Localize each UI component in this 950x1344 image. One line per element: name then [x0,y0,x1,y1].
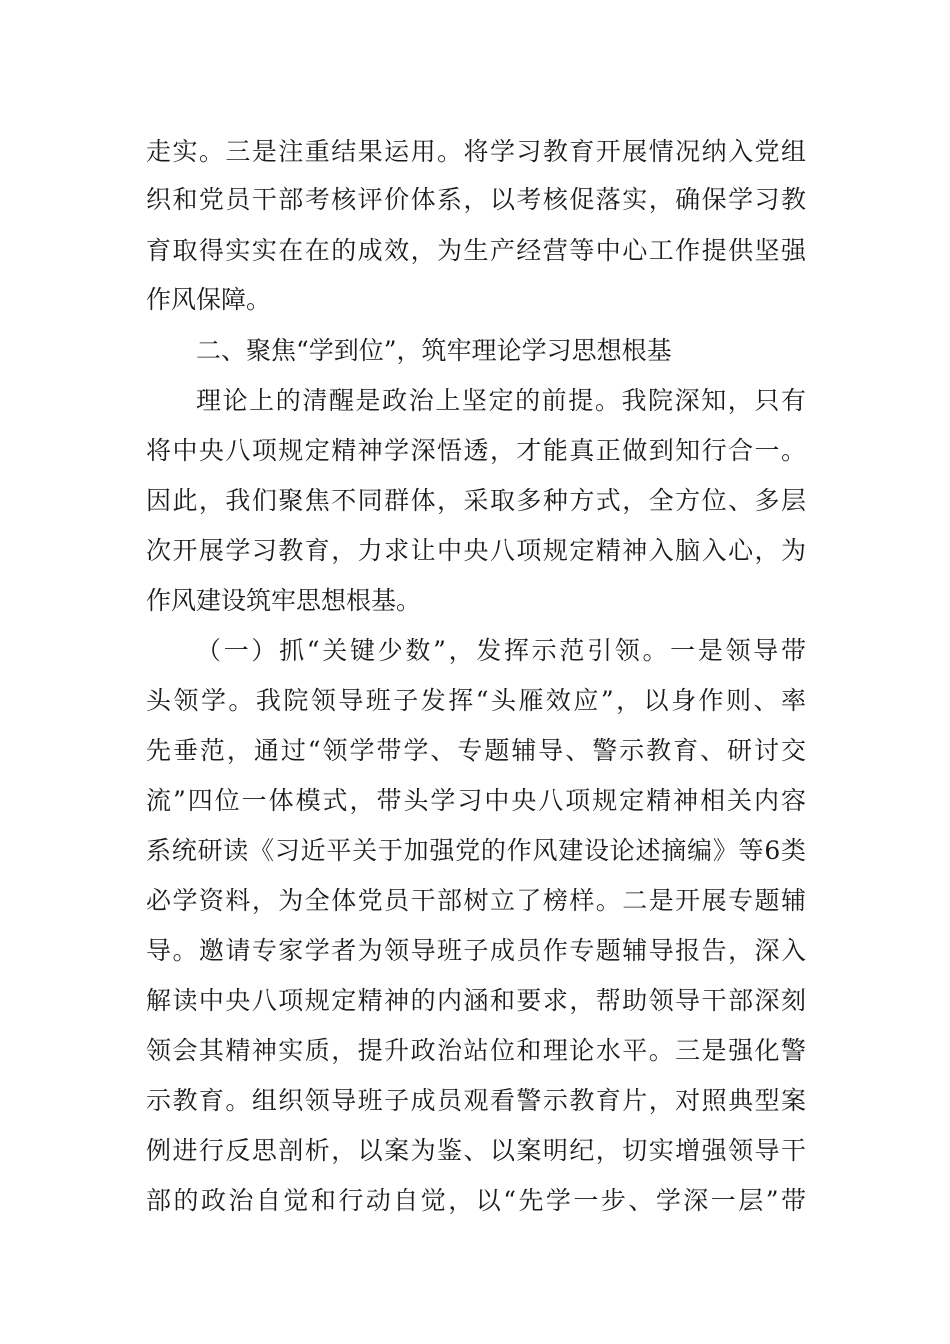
paragraph-1-line-3: 育取得实实在在的成效，为生产经营等中心工作提供坚强 [146,236,806,265]
paragraph-2-line-3: 因此，我们聚焦不同群体，采取多种方式，全方位、多层 [146,486,806,515]
paragraph-1-line-2: 织和党员干部考核评价体系，以考核促落实，确保学习教 [146,185,806,214]
paragraph-3-line-3: 先垂范，通过“领学带学、专题辅导、警示教育、研讨交 [146,736,806,765]
paragraph-3-line-6: 必学资料，为全体党员干部树立了榜样。二是开展专题辅 [146,886,806,915]
paragraph-2-line-5: 作风建设筑牢思想根基。 [146,586,422,615]
paragraph-2-line-2: 将中央八项规定精神学深悟透，才能真正做到知行合一。 [146,436,806,465]
paragraph-3-line-4: 流”四位一体模式，带头学习中央八项规定精神相关内容 [146,786,806,815]
paragraph-3-line-2: 头领学。我院领导班子发挥“头雁效应”，以身作则、率 [146,686,806,715]
paragraph-3-line-12: 部的政治自觉和行动自觉，以“先学一步、学深一层”带 [146,1186,806,1215]
paragraph-3-line-1: （一）抓“关键少数”，发挥示范引领。一是领导带 [196,636,806,665]
paragraph-2-line-1: 理论上的清醒是政治上坚定的前提。我院深知，只有 [196,386,806,415]
paragraph-2-line-4: 次开展学习教育，力求让中央八项规定精神入脑入心，为 [146,536,806,565]
paragraph-3-line-9: 领会其精神实质，提升政治站位和理论水平。三是强化警 [146,1036,806,1065]
paragraph-3-line-11: 例进行反思剖析，以案为鉴、以案明纪，切实增强领导干 [146,1136,806,1165]
paragraph-1-line-4: 作风保障。 [146,285,272,314]
paragraph-1-line-1: 走实。三是注重结果运用。将学习教育开展情况纳入党组 [146,137,806,166]
paragraph-3-line-5: 系统研读《习近平关于加强党的作风建设论述摘编》等6类 [146,836,806,865]
paragraph-3-line-7: 导。邀请专家学者为领导班子成员作专题辅导报告，深入 [146,936,806,965]
paragraph-3-line-8: 解读中央八项规定精神的内涵和要求，帮助领导干部深刻 [146,986,806,1015]
section-heading: 二、聚焦“学到位”，筑牢理论学习思想根基 [196,336,672,365]
paragraph-3-line-10: 示教育。组织领导班子成员观看警示教育片，对照典型案 [146,1086,806,1115]
